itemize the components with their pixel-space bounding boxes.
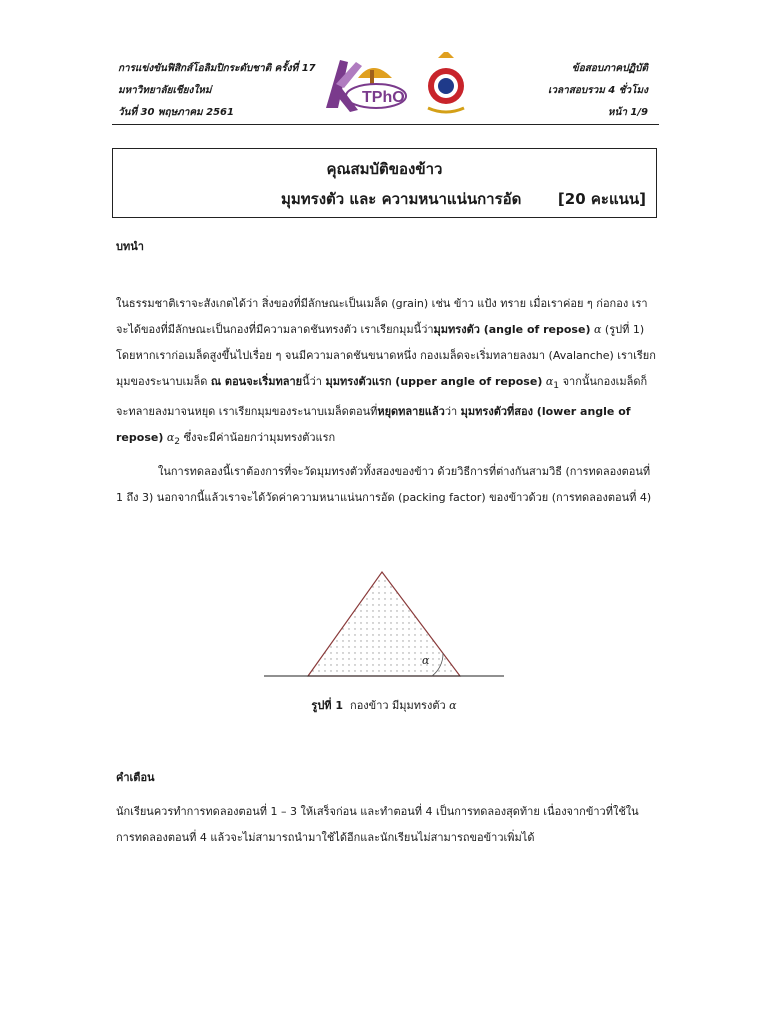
intro-text-6: ซึ่งจะมีค่าน้อยกว่ามุมทรงตัวแรก bbox=[183, 431, 336, 445]
figure-caption bbox=[0, 696, 768, 714]
warning-paragraph bbox=[116, 799, 656, 851]
host-university: มหาวิทยาลัยเชียงใหม่ bbox=[118, 85, 212, 96]
header-logos bbox=[318, 52, 468, 118]
alpha2-symbol: α bbox=[166, 431, 175, 445]
figure-caption-text: กองข้าว มีมุมทรงตัว bbox=[350, 699, 446, 712]
tpho-logo bbox=[326, 60, 406, 112]
alpha1-symbol: α bbox=[545, 375, 554, 388]
title-main: คุณสมบัติของข้าว bbox=[326, 160, 443, 178]
exam-date: วันที่ 30 พฤษภาคม 2561 bbox=[118, 107, 234, 118]
exam-duration: เวลาสอบรวม 4 ชั่วโมง bbox=[548, 85, 648, 96]
avalanche-stop-term: หยุดทลายแล้ว bbox=[377, 405, 445, 419]
warning-text: นักเรียนควรทำการทดลองตอนที่ 1 – 3 ให้เสร็จก่อน และทำตอนที่ 4 เป็นการทดลองสุดท้าย เนื่องจากข้าวที่ใช้ในการทดลองตอนที่ 4 แล้วจะไม่สามารถนำมาใช้ได้อีกและนักเรียนไม่สามารถขอข้าวเพิ่มได้ bbox=[116, 805, 639, 844]
header-divider bbox=[112, 124, 659, 125]
title-sub: มุมทรงตัว และ ความหนาแน่นการอัด bbox=[281, 190, 522, 208]
upper-angle-term: มุมทรงตัวแรก (upper angle of repose) bbox=[325, 375, 543, 388]
caption-alpha-symbol: α bbox=[449, 699, 457, 712]
header-right bbox=[548, 58, 648, 124]
alpha2-subscript: 2 bbox=[174, 436, 181, 448]
title-box bbox=[112, 148, 657, 218]
rice-pile bbox=[308, 572, 460, 676]
intro-text-4: จากนั้นกองเมล็ดก็จะทลายลงมาจนหยุด เราเรียกมุมของระนาบเมล็ดตอนที่ bbox=[116, 375, 648, 419]
warning-heading: คำเตือน bbox=[116, 771, 155, 784]
intro-text-2: (รูปที่ 1) โดยหากเราก่อเมล็ดสูงขึ้นไปเรื่อย ๆ จนมีความลาดชันขนาดหนึ่ง กองเมล็ดจะเริ่มทลายลงมา (Avalanche) เราเรียกมุมของระนาบเมล็ด bbox=[116, 323, 656, 388]
alpha-symbol: α bbox=[593, 323, 602, 336]
intro-heading: บทนำ bbox=[116, 240, 144, 253]
page-number: หน้า 1/9 bbox=[607, 107, 648, 118]
avalanche-start-term: ณ ตอนจะเริ่มทลาย bbox=[210, 375, 303, 388]
exam-type: ข้อสอบภาคปฏิบัติ bbox=[571, 63, 648, 74]
intro-text-3: นี้ว่า bbox=[302, 375, 322, 388]
figure-number: รูปที่ 1 bbox=[311, 699, 344, 712]
header-left bbox=[118, 58, 316, 124]
intro-paragraph bbox=[116, 291, 656, 455]
intro-paragraph-2 bbox=[116, 459, 656, 511]
intro-text-5: ว่า bbox=[444, 405, 458, 419]
points-label: [20 คะแนน] bbox=[557, 190, 646, 208]
lower-angle-term: มุมทรงตัวที่สอง (lower angle of repose) bbox=[116, 405, 631, 445]
logo-text: TPhO bbox=[362, 89, 405, 106]
intro-text-7: ในการทดลองนี้เราต้องการที่จะวัดมุมทรงตัวทั้งสองของข้าว ด้วยวิธีการที่ต่างกันสามวิธี (การทดลองตอนที่ 1 ถึง 3) นอกจากนี้แล้วเราจะได้วัดค่าความหนาแน่นการอัด (packing factor) ของข้าวด้วย (การทดลองตอนที่ 4) bbox=[116, 465, 652, 504]
angle-of-repose-term: มุมทรงตัว (angle of repose) bbox=[433, 323, 591, 336]
alpha1-subscript: 1 bbox=[553, 380, 560, 392]
intro-text-1: ในธรรมชาติเราจะสังเกตได้ว่า สิ่งของที่มีลักษณะเป็นเมล็ด (grain) เช่น ข้าว แป้ง ทราย เมื่อเราค่อย ๆ ก่อกอง เราจะได้ของที่มีลักษณะเป็นกองที่มีความลาดชันทรงตัว เราเรียกมุมนี้ว่า bbox=[116, 297, 648, 336]
rice-pile-figure bbox=[262, 560, 506, 688]
university-seal bbox=[428, 52, 464, 112]
competition-name: การแข่งขันฟิสิกส์โอลิมปิกระดับชาติ ครั้งที่ 17 bbox=[118, 63, 316, 74]
alpha-label: α bbox=[422, 654, 430, 667]
